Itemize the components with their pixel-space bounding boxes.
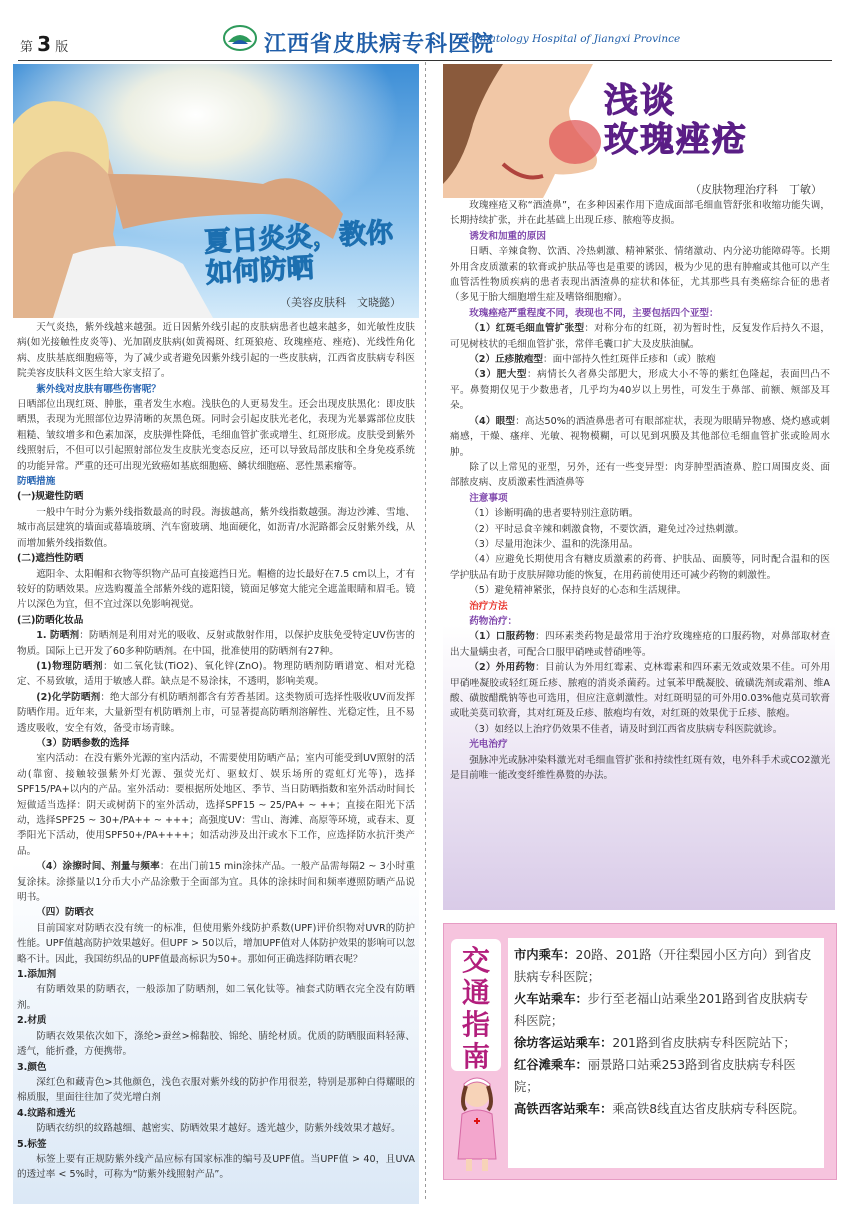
item-label-heading: 5.标签: [17, 1138, 47, 1150]
rosacea-intro: 玫瑰痤疮又称“酒渣鼻”，在多种因素作用下造成面部毛细血管舒张和收缩功能失调，长期持续扩张，并在此基础上出现丘疹、脓疱等皮损。: [450, 200, 830, 227]
subtype-1-label: （1）红斑毛细血管扩张型: [469, 323, 585, 335]
item-additive-heading: 1.添加剂: [17, 969, 57, 981]
traffic-title-char-4: 南: [461, 1040, 490, 1073]
sunscreen-agent-label: 1. 防晒剂: [36, 630, 80, 642]
route-honggutan-text: 丽景路口站乘253路到省皮肤病专科医院；: [514, 1058, 796, 1094]
section-shade-heading: (二)遮挡性防晒: [17, 553, 84, 565]
drug-oral: [450, 629, 830, 660]
route-highspeed-label: 高铁西客站乘车：: [514, 1102, 613, 1116]
note-1: （1）诊断明确的患者要特别注意防晒。: [469, 508, 639, 520]
physical-agent-paragraph: [17, 659, 415, 690]
note-3: （3）尽量用泡沫少、温和的洗涤用品。: [469, 538, 639, 550]
page-number: [20, 32, 68, 56]
route-highspeed: [514, 1098, 820, 1120]
drug-heading: 药物治疗：: [469, 615, 518, 627]
cause-paragraph: 日晒、辛辣食物、饮酒、冷热刺激、精神紧张、情绪激动、内分泌功能障碍等。长期外用含皮质激素的软膏或护肤品等也是重要的诱因，极为少见的患有肿瘤或其他可以产生血管活性物质疾病的患者表现出酒渣鼻的症状和体征，尤其那些具有类癌综合征的患者（多见于胎大细胞增生症及嗜铬细胞瘤）。: [450, 246, 830, 304]
traffic-title-char-1: 交: [461, 944, 490, 977]
light-therapy-heading: 光电治疗: [469, 739, 508, 751]
route-honggutan: [514, 1054, 820, 1098]
route-train-label: 火车站乘车：: [514, 992, 588, 1006]
traffic-guide-routes: [514, 944, 820, 1120]
subtype-3: [450, 367, 830, 413]
drug-referral: （3）如经以上治疗仍效果不佳者，请及时到江西省皮肤病专科医院就诊。: [469, 723, 783, 735]
item-color-heading: 3.颜色: [17, 1061, 47, 1073]
physical-agent-text: ：如二氧化钛(TiO2)、氧化锌(ZnO)。物理防晒剂防晒谱宽、相对光稳定、不易致敏，适用于敏感人群。缺点是不易涂抹，不透明，影响美观。: [17, 660, 416, 688]
subtype-4-text: ：高达50%的酒渣鼻患者可有眼部症状，表现为眼睛异物感、烧灼感或刺痛感，干燥、瘙痒、光敏、视物模糊，可以见到巩膜及其他部位毛细血管扩张或睑周水肿。: [450, 415, 830, 458]
article-author-sunscreen: （美容皮肤科 文晓懿）: [280, 296, 401, 309]
item-material-heading: 2.材质: [17, 1015, 47, 1027]
subtype-2-label: （2）丘疹脓疱型: [469, 354, 544, 366]
measures-heading: 防晒措施: [17, 476, 56, 488]
article-title-rosacea: [604, 82, 748, 160]
note-2: （2）平时忌食辛辣和刺激食物，不要饮酒，避免过冷过热刺激。: [469, 523, 744, 535]
item-material-text: 防晒衣效果依次如下，涤纶>蚕丝>棉黏胶、锦纶、腈纶材质。优质的防晒服面料轻薄、透气，能折叠，方便携带。: [17, 1030, 415, 1058]
route-xufang: [514, 1032, 820, 1054]
route-city-text: 20路、201路（开往梨园小区方向）到省皮肤病专科医院；: [514, 948, 812, 984]
subtype-heading: 玫瑰痤疮严重程度不同，表现也不同，主要包括四个亚型：: [469, 307, 719, 319]
uv-harm-paragraph: 日晒部位出现红斑、肿胀，重者发生水疱。浅肤色的人更易发生。还会出现皮肤黑化：即皮肤晒黑，表现为光照部位边界清晰的灰黑色斑。同时会引起皮肤光老化，表现为光暴露部位皮肤粗糙、皱纹增多和色素加深，皮肤弹性降低，毛细血管扩张或增生、红斑形成。皮肤受到紫外线照射后，不但可以引起照射部位发生皮肤光变态反应，还可以导致局部皮肤和全身免疫系统的功能异常。严重的还可出现光致癌如基底细胞癌、鳞状细胞癌、恶性黑素瘤等。: [17, 399, 415, 472]
cause-heading: 诱发和加重的原因: [469, 230, 546, 242]
article-title-sunscreen: 夏日炎炎，教你如何防晒: [203, 217, 394, 290]
item-additive-text: 有防晒效果的防晒衣，一般添加了防晒剂，如二氧化钛等。袖套式防晒衣完全没有防晒剂。: [17, 984, 415, 1011]
note-5: （5）避免精神紧张，保持良好的心态和生活规律。: [469, 585, 687, 597]
drug-oral-label: （1）口服药物: [469, 631, 536, 643]
section-avoid-paragraph: 一般中午时分为紫外线指数最高的时段。海拔越高，紫外线指数越强。海边沙滩、雪地、城市高层建筑的墙面或幕墙玻璃、汽车窗玻璃、地面硬化，如沥青/水泥路都会反射紫外线，从而增加紫外线指数值。: [17, 506, 415, 549]
intro-paragraph: 天气炎热，紫外线越来越强。近日因紫外线引起的皮肤病患者也越来越多，如光敏性皮肤病(如光接触性皮炎等)、光加剧皮肤病(如黄褐斑、红斑狼疮、玫瑰痤疮、痤疮)、光线性角化病、皮肤基底细胞癌等，为了减少或者避免因紫外线引起的一些皮肤病，江西省皮肤病专科医院美容皮肤科文医生给大家支招了。: [17, 322, 415, 380]
route-train-text: 步行至老福山站乘坐201路到省皮肤病专科医院；: [514, 992, 809, 1028]
route-xufang-text: 201路到省皮肤病专科医院站下；: [612, 1036, 796, 1050]
page-num: 3: [37, 32, 52, 56]
route-city: [514, 944, 820, 988]
subtype-1: [450, 321, 830, 352]
subtype-2-text: ：面中部持久性红斑伴丘疹和（或）脓疱: [543, 354, 716, 366]
route-highspeed-text: 乘高铁8线直达省皮肤病专科医院。: [612, 1102, 805, 1116]
drug-topical-text: ：目前认为外用红霉素、克林霉素和四环素无效或效果不佳。可外用甲硝唑凝胶或轻红斑丘疹、脓疱的消炎杀菌药。过氧苯甲酰凝胶、硫磺洗剂或霜剂、维A酸、磺胺醋酰钠等也可选用，但应注意刺激性。对红斑明显的可外用0.03%他克莫司软膏或吡美莫司软膏，其对红斑及丘疹、脓疱均有效，对红斑的效果优于丘疹、脓疱。: [450, 662, 831, 720]
rosacea-title-line2: 玫瑰痤疮: [604, 120, 748, 160]
subtype-3-label: （3）肥大型: [469, 369, 527, 381]
notes-heading: 注意事项: [469, 492, 508, 504]
chemical-agent-text: ：绝大部分有机防晒剂都含有芳香基团。这类物质可选择性吸收UV而发挥防晒作用。近年来，大量新型有机防晒剂上市，可显著提高防晒剂溶解性、光稳定性，且不易透皮吸收，安全有效，备受市场青睐。: [17, 691, 415, 734]
route-xufang-label: 徐坊客运站乘车：: [514, 1036, 613, 1050]
item-weave-text: 防晒衣纺织的纹路越细、越密实、防晒效果才越好。透光越少，防紫外线效果才越好。: [36, 1123, 401, 1135]
subtype-4-label: （4）眼型: [469, 415, 516, 427]
item-weave-heading: 4.纹路和透光: [17, 1107, 76, 1119]
route-honggutan-label: 红谷滩乘车：: [514, 1058, 588, 1072]
item-color-text: 深红色和藏青色>其他颜色，浅色衣服对紫外线的防护作用很差，特别是那种白得耀眼的棉质服，里面往往加了荧光增白剂: [17, 1076, 415, 1104]
hospital-logo-icon: [222, 24, 258, 52]
route-city-label: 市内乘车：: [514, 948, 576, 962]
uv-harm-heading: 紫外线对皮肤有哪些伤害呢？: [36, 383, 161, 395]
hospital-name-cn: 江西省皮肤病专科医院: [264, 32, 495, 57]
column-divider: [425, 62, 426, 1202]
traffic-title-char-3: 指: [461, 1008, 490, 1041]
drug-topical-label: （2）外用药物: [469, 662, 536, 674]
section-avoid-heading: (一)规避性防晒: [17, 491, 84, 503]
section-cosmetics-heading: (三)防晒化妆品: [17, 614, 84, 626]
spf-choice-paragraph: 室内活动：在没有紫外光源的室内活动，不需要使用防晒产品；室内可能受到UV照射的活动(靠窗、接触较强紫外灯光源、强荧光灯、驱蚊灯、娱乐场所的霓虹灯光等)，选择SPF15/PA+以内的产品。室外活动：要根据所处地区、季节、当日防晒指数和室外活动时间长短做适当选择：阴天或树荫下的室外活动，选择SPF15 ~ 25/PA+ ~ ++；直接在阳光下活动，选择SPF25 ~ 30+/PA++ ~ +++；高强度UV：雪山、海滩、高原等环境，或春末、夏季阳光下活动，使用SPF50+/PA++++；如活动涉及出汗或水下工作，应选择防水抗汗类产品。: [17, 753, 415, 857]
note-4: （4）应避免长期使用含有糖皮质激素的药膏、护肤品、面膜等，同时配合温和的医学护肤品有助于皮肤屏障功能的恢复，在用药前使用还可减少药物的刺激性。: [450, 554, 830, 581]
route-train: [514, 988, 820, 1032]
subtype-4: [450, 414, 830, 460]
subtype-1-text: ：对称分布的红斑，初为暂时性，反复发作后持久不退，可见树枝状的毛细血管扩张，常伴毛囊口扩大及皮肤油腻。: [450, 323, 830, 350]
section-shade-paragraph: 遮阳伞、太阳帽和衣物等织物产品可直接遮挡日光。帽檐的边长最好在7.5 cm以上，才有较好的防晒效果。应选购覆盖全部紫外线的遮阳镜，镜面足够宽大能完全遮盖眼睛和眉毛。镜片以深色为宜，但不宜过深以免影响视觉。: [17, 568, 415, 611]
rosacea-title-line1: 浅谈: [604, 81, 676, 121]
variant-paragraph: 除了以上常见的亚型，另外，还有一些变异型：肉芽肿型酒渣鼻、腔口周围皮炎、面部脓皮病、皮质激素性酒渣鼻等: [450, 461, 830, 489]
application-paragraph: [17, 859, 415, 905]
traffic-title-char-2: 通: [461, 976, 490, 1009]
article-author-rosacea: （皮肤物理治疗科 丁敏）: [690, 183, 822, 196]
chemical-agent-label: (2)化学防晒剂: [36, 691, 101, 703]
subtype-3-text: ：病情长久者鼻尖部肥大，形成大小不等的紫红色隆起，表面凹凸不平。鼻赘期仅见于少数患者，几乎均为40岁以上男性，可发生于鼻部、前额、颊部及耳朵。: [450, 369, 830, 412]
traffic-guide-title: [451, 939, 501, 1071]
subtype-2: [450, 352, 830, 367]
application-label: （4）涂擦时间、剂量与频率: [36, 861, 160, 873]
section-clothing-heading: （四）防晒衣: [36, 907, 94, 919]
page-prefix: 第: [20, 40, 34, 55]
rosacea-article-body: [450, 198, 830, 783]
header-divider: [18, 60, 832, 61]
section-clothing-paragraph: 目前国家对防晒衣没有统一的标准，但使用紫外线防护系数(UPF)评价织物对UVR的防护性能。UPF值越高防护效果越好。但UPF > 50以后，增加UPF值对人体防护效果的影响可以忽略不计。因此，我国纺织品的UPF值最高标识为50+。那如何正确选择防晒衣呢？: [17, 922, 415, 965]
drug-oral-text: ：四环素类药物是最常用于治疗玫瑰痤疮的口服药物，对鼻部取材查出大量螨虫者，可配合口服甲硝唑或替硝唑等。: [450, 631, 831, 658]
light-therapy-paragraph: 强脉冲光或脉冲染料激光对毛细血管扩张和持续性红斑有效，电外科手术或CO2激光是目前唯一能改变纤维性鼻赘的办法。: [450, 754, 830, 782]
spf-choice-heading: （3）防晒参数的选择: [36, 737, 130, 749]
item-label-text: 标签上要有正规防紫外线产品应标有国家标准的编号及UPF值。当UPF值 > 40，且UVA的透过率 < 5%时，可称为“防紫外线照射产品”。: [17, 1153, 415, 1181]
sunscreen-agent-text: ：防晒剂是利用对光的吸收、反射或散射作用，以保护皮肤免受特定UV伤害的物质。国际上已开发了60多种防晒剂。在中国，批准使用的防晒剂有27种。: [17, 630, 415, 657]
chemical-agent-paragraph: [17, 690, 415, 736]
sunscreen-article-body: [17, 320, 415, 1183]
application-text: ：在出门前15 min涂抹产品。一般产品需每隔2 ~ 3小时重复涂抹。涂搽量以1分币大小产品涂敷于全面部为宜。具体的涂抹时间和频率遵照防晒产品说明书。: [17, 861, 415, 904]
page-suffix: 版: [55, 40, 69, 55]
physical-agent-label: (1)物理防晒剂: [36, 660, 104, 672]
sunscreen-agent-paragraph: [17, 628, 415, 659]
nurse-illustration-icon: [452, 1074, 502, 1174]
hospital-name-en: Dermatology Hospital of Jiangxi Province: [460, 33, 681, 45]
drug-topical: [450, 660, 830, 722]
treatment-heading: 治疗方法: [469, 600, 508, 612]
